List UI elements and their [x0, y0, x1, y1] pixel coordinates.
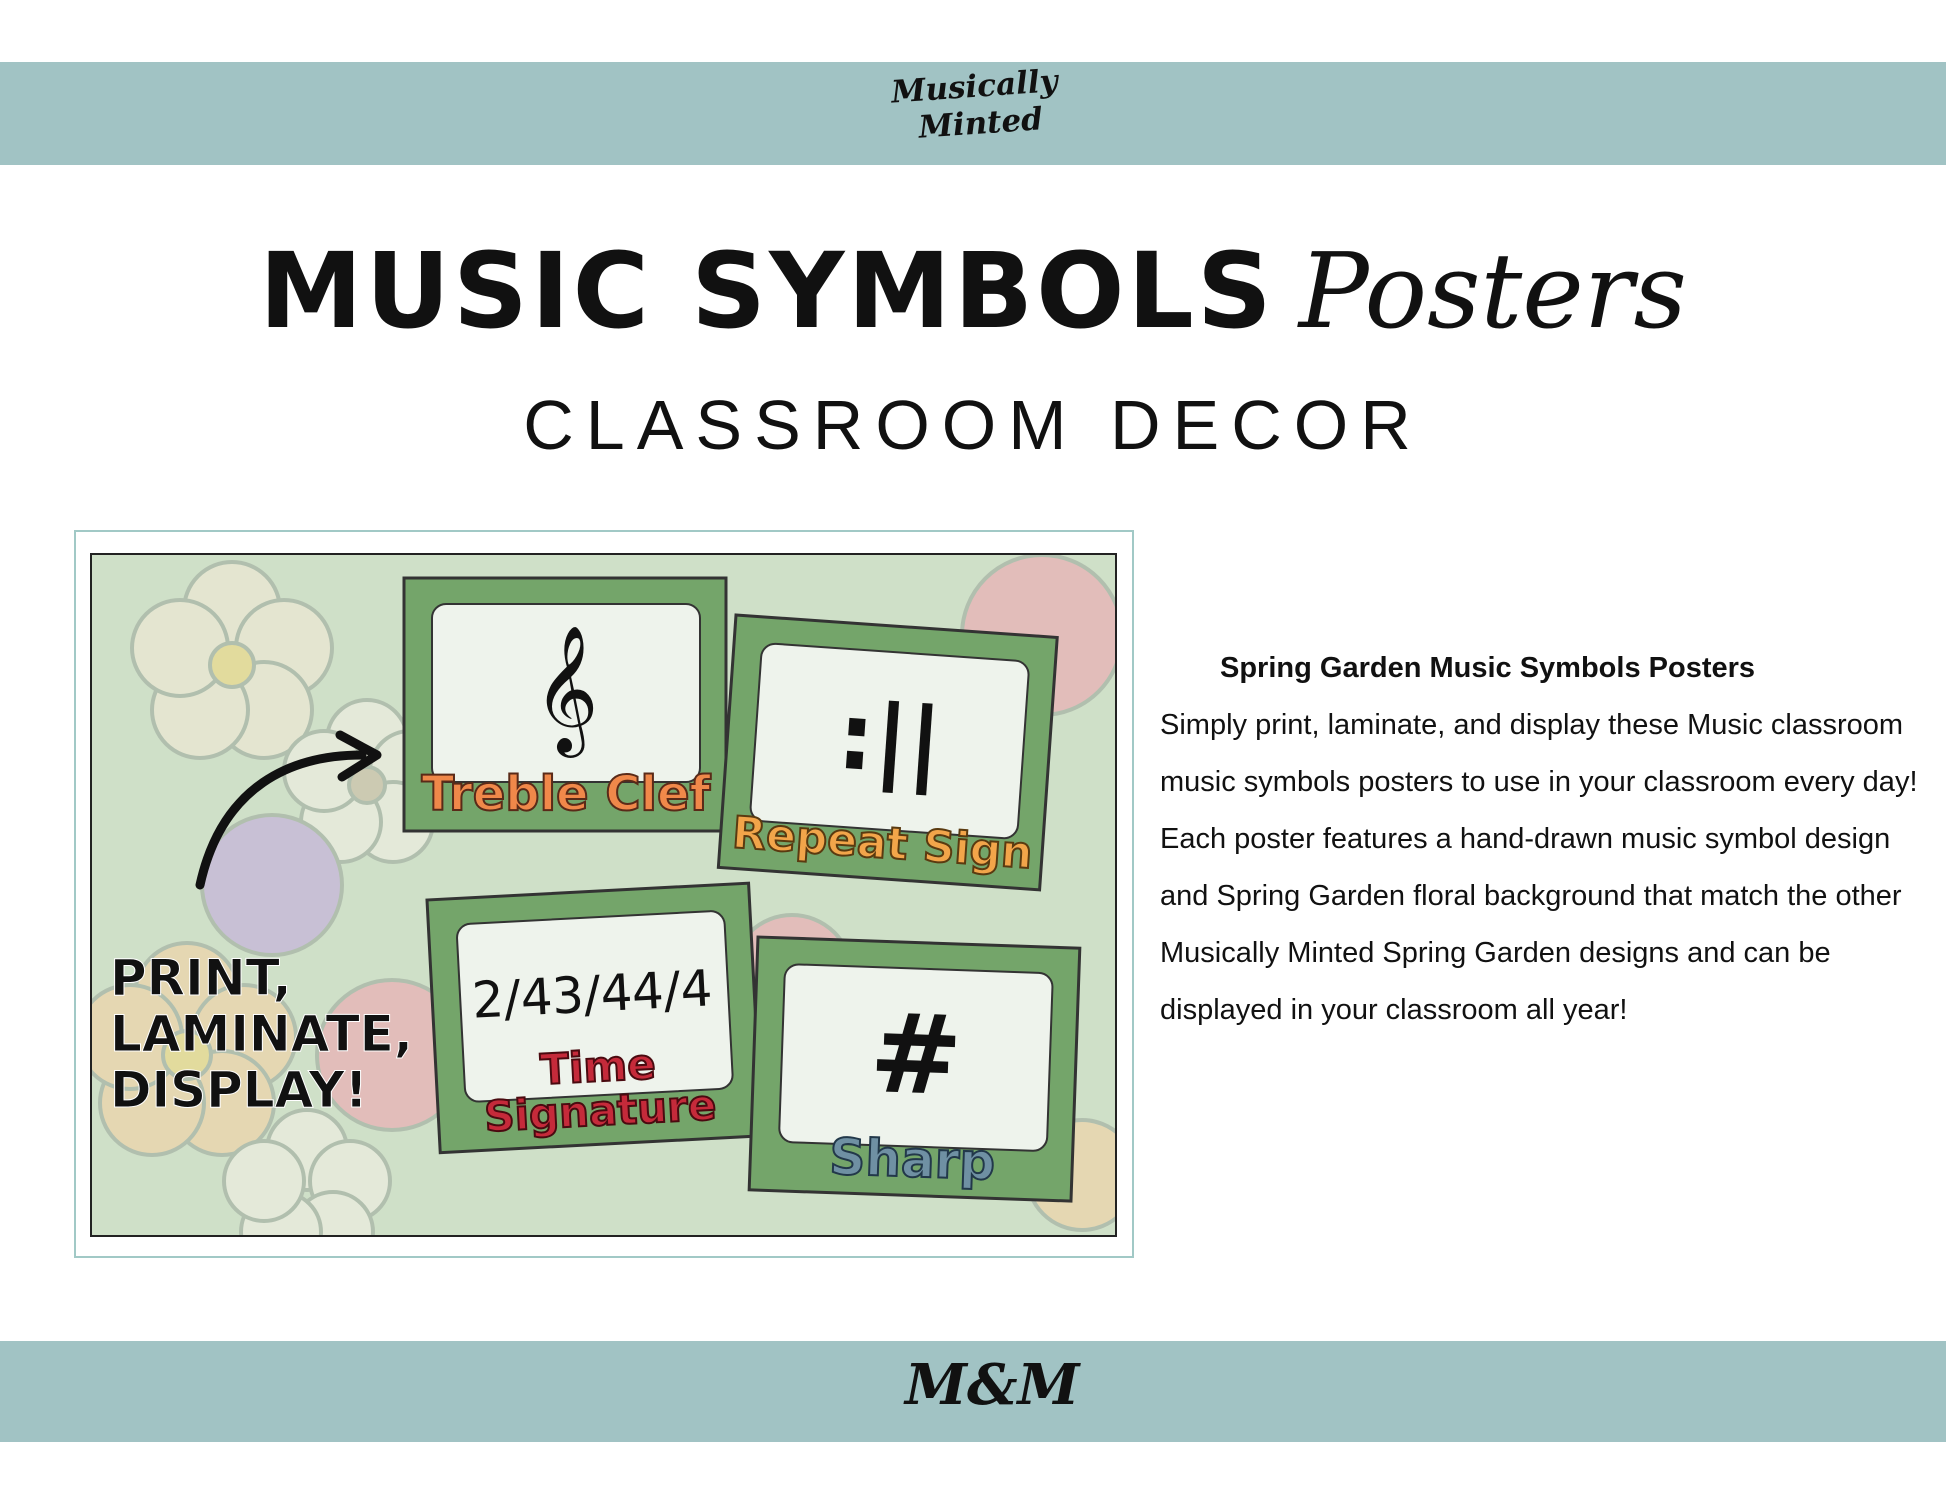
callout-print: PRINT, — [110, 949, 292, 1007]
poster-treble-clef — [404, 578, 726, 831]
poster-label-time: Time — [539, 1039, 657, 1095]
callout-laminate: LAMINATE, — [110, 1005, 413, 1063]
poster-repeat-sign — [718, 615, 1057, 890]
time-signature-4-4: 4/4 — [630, 959, 714, 1022]
repeat-sign-symbol: :|| — [834, 682, 946, 797]
poster-label-treble-clef: Treble Clef — [421, 766, 711, 822]
sharp-symbol: # — [867, 989, 965, 1121]
callout-display: DISPLAY! — [110, 1061, 368, 1119]
description-body: Simply print, laminate, and display these Music classroom music symbols posters to use in your classroom every day! Each poster features a hand-drawn music symbol design and Spring Garden floral background that match the other Musically Minted Spring Garden designs and can be displayed in your classroom all year! — [1160, 709, 1918, 1026]
poster-label-signature: Signature — [483, 1080, 718, 1142]
page-title — [0, 230, 1946, 360]
title-main: MUSIC SYMBOLS — [259, 230, 1275, 352]
preview-image — [90, 553, 1117, 1237]
poster-label-repeat-sign: Repeat Sign — [730, 807, 1035, 880]
time-signature-3-4: 3/4 — [550, 963, 634, 1026]
preview-frame — [74, 530, 1134, 1258]
poster-sharp — [749, 937, 1080, 1201]
poster-time-signature — [427, 883, 762, 1153]
description-heading: Spring Garden Music Symbols Posters — [1220, 652, 1756, 684]
preview-illustration — [92, 555, 1115, 1235]
footer-logo: M&M — [905, 1352, 1080, 1418]
product-description — [1160, 640, 1920, 1039]
time-signature-2-4: 2/4 — [470, 967, 554, 1030]
treble-clef-symbol: 𝄞 — [533, 624, 599, 752]
bg-flower-purple — [202, 815, 342, 955]
page-subtitle: CLASSROOM DECOR — [523, 386, 1423, 464]
poster-label-sharp: Sharp — [828, 1127, 997, 1192]
title-script: Posters — [1298, 230, 1687, 352]
brand-logo: Musically Minted — [890, 63, 1059, 146]
